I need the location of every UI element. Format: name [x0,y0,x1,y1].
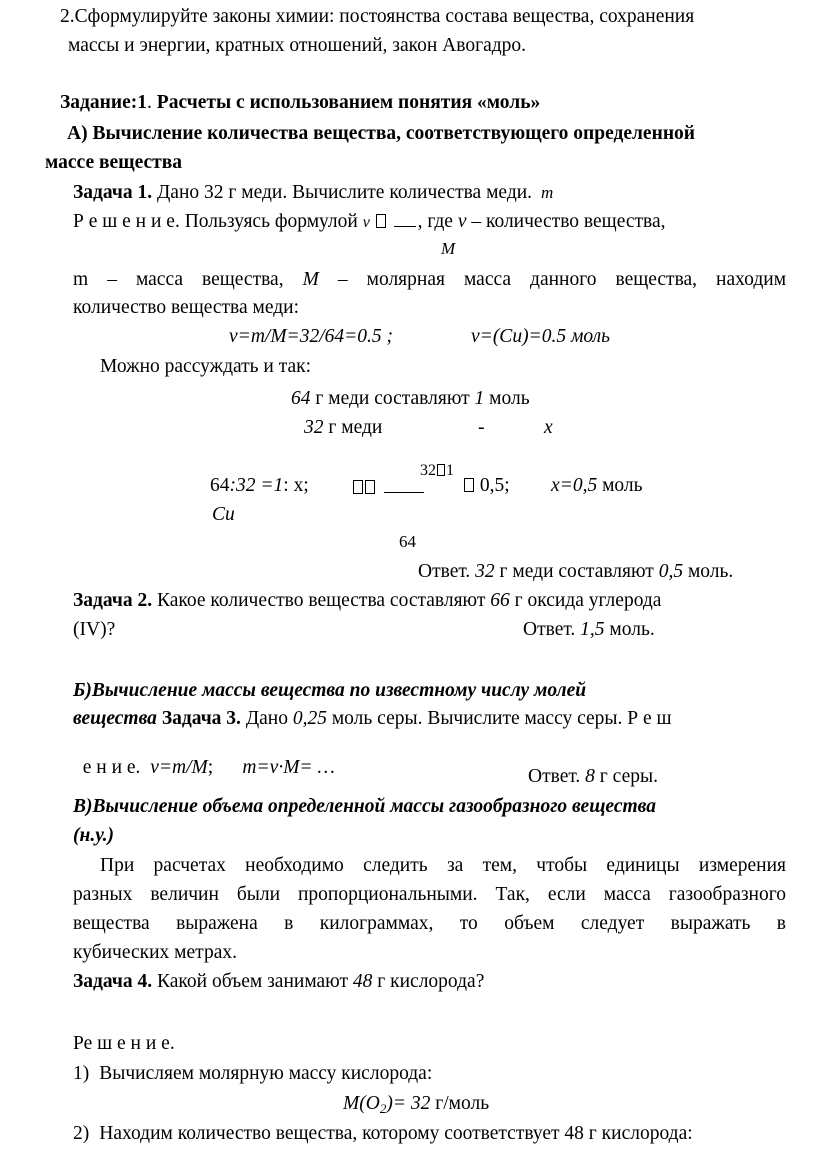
task-1-label: Задача 1. [73,182,153,203]
missing-glyph-box [437,464,445,476]
formula-after: , где [417,211,458,232]
task-1-answer [418,562,733,582]
task-2-text-2: г оксида углерода [509,590,662,611]
formula-nu: ν [362,214,370,231]
prop-1-text: г меди составляют [310,388,475,409]
task-1-m-line-2: количество вещества меди: [73,297,300,318]
nu-definition: – количество вещества, [466,211,666,232]
section-c-heading: В)Вычисление объема определенной массы газообразного вещества [73,796,656,817]
missing-glyph-box [365,480,375,494]
reason-line: Можно рассуждать и так: [100,356,312,377]
task-3-text: Дано [240,708,293,729]
molar-mass-equation [343,1094,489,1115]
x-equals: x=0,5 [551,475,598,496]
proportion-line-1 [291,389,530,409]
calc-ratio: :32 =1 [229,475,284,496]
missing-glyph-box [376,214,386,228]
solution-word: Р е ш е н и е. [73,211,180,232]
answer-text: г меди составляют [494,561,659,582]
fraction-result [463,476,510,496]
prop-1-unit: моль [484,388,530,409]
task-2-text: Какое количество вещества составляют [152,590,491,611]
answer-num: 8 [585,766,595,787]
task-3-num: 0,25 [292,708,327,729]
answer-num: 32 [475,561,495,582]
answer-unit: г серы. [594,766,658,787]
task-3-answer [528,767,658,787]
fraction-denominator: 64 [399,532,416,551]
section-b-line-2 [73,709,672,729]
prop-2-text: г меди [323,417,383,438]
task-2-statement [73,591,661,611]
task-1-text: Дано 32 г меди. Вычислите количества меди. [152,182,533,203]
task-4-statement [73,972,484,992]
calc-line [210,476,309,496]
paragraph-line-2: разных величин были пропорциональными. Так, если масса газообразного [73,884,786,905]
task-heading [60,93,540,113]
numerator-32: 32 [420,462,436,479]
task-2-label: Задача 2. [73,590,153,611]
fraction-bar [394,216,416,227]
step-1-text: Вычисляем молярную массу кислорода: [99,1063,433,1084]
task-4-solution-word: Ре ш е н и е. [73,1033,175,1054]
question-2-line-2: массы и энергии, кратных отношений, закон Авогадро. [68,35,527,56]
proportion-dash: - [478,417,485,438]
calc-64: 64 [210,475,230,496]
calc-semicolon: ; [303,475,309,496]
solution-word: е н и е. [82,756,151,778]
step-1-number: 1) [73,1063,90,1084]
equation-2: ν=(Cu)=0.5 моль [471,326,611,347]
task-text: Расчеты с использованием понятия «моль» [151,92,541,113]
answer-unit: моль. [683,561,734,582]
fraction-numerator [420,463,454,479]
equation-1: ν=m/M=32/64=0.5 ; [229,326,394,347]
question-2-line-1: 2.Сформулируйте законы химии: постоянства состава вещества, сохранения [60,6,695,27]
m-definition: – масса вещества, [107,269,284,290]
section-a-heading-line-2: массе вещества [45,152,183,173]
x-result [551,476,643,496]
numerator-1: 1 [446,462,454,479]
task-2-answer [523,620,655,640]
task-1-solution-line [73,212,666,232]
eq-sep: ; [207,756,243,778]
proportion-line-2 [304,418,382,438]
cu-symbol: Cu [212,504,235,525]
task-2-num: 66 [490,590,510,611]
solution-text: Пользуясь формулой [179,211,363,232]
prop-1-num: 64 [291,388,311,409]
calc-x: : x [283,475,304,496]
step-2-number: 2) [73,1123,90,1144]
task-4-label: Задача 4. [73,971,153,992]
prop-1-num-2: 1 [474,388,485,409]
m-symbol: m [73,269,89,290]
task-label: Задание:1 [60,92,148,113]
eq-value: )= 32 [386,1093,431,1114]
task-4-num: 48 [352,971,373,992]
paragraph-line-3: вещества выражена в килограммах, то объем следует выражать в [73,913,786,934]
fraction-bar [384,482,424,493]
formula-M-denominator: M [441,239,456,258]
eq-unit: г/моль [430,1093,490,1114]
task-1-m-symbol: m [540,183,554,202]
answer-word: Ответ. [523,619,581,640]
task-1-statement [73,183,553,203]
eq-2: m=ν·M= … [242,756,335,778]
step-2 [73,1124,693,1144]
task-1-m-line [73,270,786,290]
step-2-text: Находим количество вещества, которому соответствует 48 г кислорода: [99,1123,693,1144]
task-4-text: Какой объем занимают [152,971,353,992]
M-symbol: M [302,269,319,290]
section-c-heading-2: (н.у.) [73,825,114,846]
prop-2-num: 32 [304,417,324,438]
result-0-5: 0,5; [475,475,510,496]
step-1 [73,1064,432,1084]
M-definition: – молярная масса данного вещества, находим [337,269,787,290]
proportion-x: x [544,417,553,438]
task-3-label: Задача 3. [156,708,241,729]
task-dot: . [147,92,152,113]
task-2-line-2: (IV)? [73,619,116,640]
eq-1: ν=m/M [150,756,208,778]
answer-word: Ответ. [418,561,476,582]
task-4-text-2: г кислорода? [372,971,485,992]
section-b-heading-end: вещества [73,708,157,729]
answer-num-2: 0,5 [658,561,684,582]
missing-glyph-box [353,480,363,494]
answer-word: Ответ. [528,766,586,787]
calc-boxes [352,478,427,498]
task-3-solution [73,738,335,777]
task-3-text-2: моль серы. Вычислите массу серы. Р е ш [326,708,672,729]
paragraph-line-4: кубических метрах. [73,942,237,963]
paragraph-line-1: При расчетах необходимо следить за тем, чтобы единицы измерения [100,855,786,876]
eq-subscript: 2 [379,1101,387,1116]
eq-M-O: M(O [343,1093,380,1114]
nu-symbol: ν [457,211,467,232]
answer-num: 1,5 [580,619,605,640]
answer-unit: моль. [604,619,655,640]
section-a-heading-line-1: А) Вычисление количества вещества, соответствующего определенной [67,123,696,144]
section-b-heading: Б)Вычисление массы вещества по известному числу молей [73,680,587,701]
missing-glyph-box [464,478,474,492]
x-unit: моль [597,475,643,496]
